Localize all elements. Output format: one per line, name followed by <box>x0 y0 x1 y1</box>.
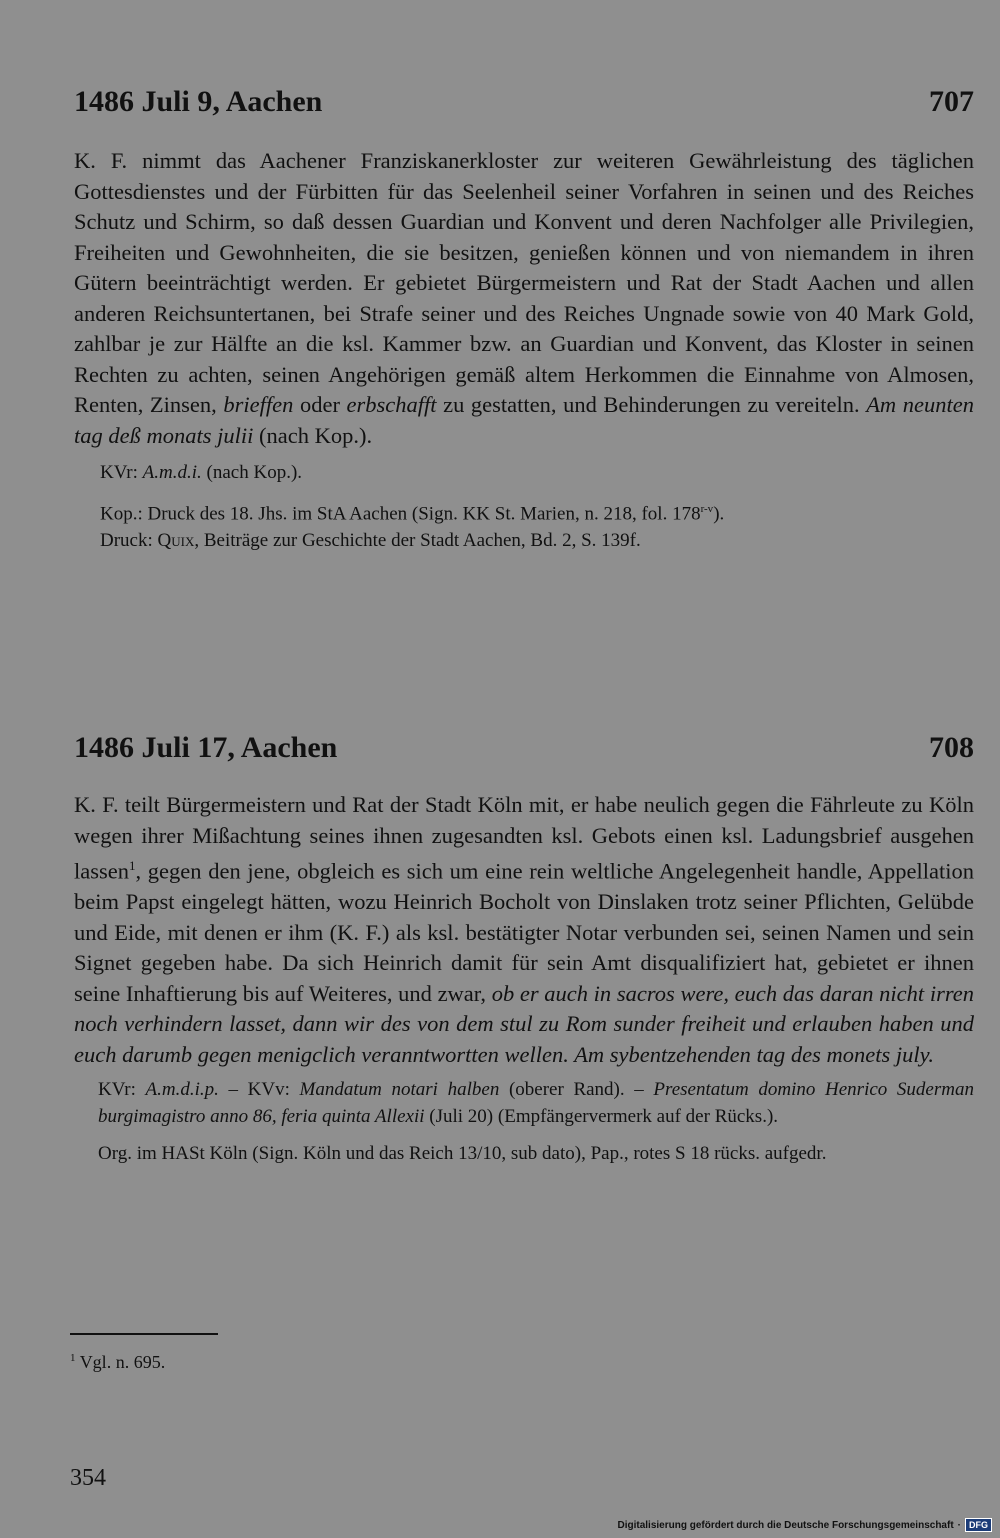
regest-run: ob er auch in sacros were, euch das daran nicht irren noch verhindern lasset, dann wir des von dem stul zu Rom sunder freiheit und erlauben haben und euch darumb gegen menigclich veranntwortten wellen. Am sybentzehenden tag des monets july. <box>74 980 974 1067</box>
kvr-run: A.m.d.i. <box>142 462 202 483</box>
kvr-note <box>74 459 974 486</box>
kvr-run: A.m.d.i.p. <box>145 1079 219 1100</box>
sources-note <box>74 496 974 554</box>
kvr-run: – KVv: <box>218 1079 300 1100</box>
entry-number: 707 <box>929 85 974 118</box>
kvr-run: Presentatum domino Henrico Suderman burgimagistro anno 86, feria quinta Allexii <box>98 1079 974 1127</box>
dfg-logo-icon: DFG <box>965 1518 992 1532</box>
regest-text <box>74 146 974 451</box>
kvr-run: (nach Kop.). <box>201 462 303 483</box>
kvr-run: KVr: <box>98 1079 146 1100</box>
page-number: 354 <box>70 1465 106 1491</box>
regest-run: K. F. nimmt das Aachener Franziskanerkloster zur weiteren Gewährleistung des täglichen Gottesdienstes und der Fürbitten für das Seelenheil seiner Vorfahren in seinen und des Reiches Schutz und Schirm, so daß dessen Guardian und Konvent und deren Nachfolger alle Privilegien, Freiheiten und Gewohnheiten, die sie besitzen, genießen können und von niemandem in ihren Gütern beeinträchtigt werden. Er gebietet Bürgermeistern und Rat der Stadt Aachen und allen anderen Reichsuntertanen, bei Strafe seiner und des Reiches Ungnade sowie von 40 Mark Gold, zahlbar je zur Hälfte an die ksl. Kammer bzw. an Guardian und Konvent, das Kloster in seinen Rechten zu achten, seinen Angehörigen gemäß altem Herkommen die Einnahme von Almosen, Renten, Zinsen, <box>74 148 974 417</box>
org-note: Org. im HASt Köln (Sign. Köln und das Reich 13/10, sub dato), Pap., rotes S 18 rücks. aufgedr. <box>98 1143 827 1164</box>
footnote-mark: 1 <box>70 1352 76 1364</box>
kvr-run: (Juli 20) (Empfängervermerk auf der Rücks.). <box>424 1106 779 1127</box>
regest-run: Am neunten tag deß monats julii <box>74 392 974 448</box>
kvr-run: Mandatum notari halben <box>299 1079 500 1100</box>
footnote-divider <box>70 1333 218 1335</box>
entry-date-place: 1486 Juli 9, Aachen <box>74 85 323 118</box>
credit-text: Digitalisierung gefördert durch die Deutsche Forschungsgemeinschaft <box>617 1519 954 1531</box>
regest-run: (nach Kop.). <box>253 422 373 448</box>
entry-heading <box>74 728 974 768</box>
regest-run: brieffen <box>223 392 294 417</box>
kop-line: Kop.: Druck des 18. Jhs. im StA Aachen (Sign. KK St. Marien, n. 218, fol. 178$^{r-v}$). <box>100 503 725 525</box>
digitization-credit: Digitalisierung gefördert durch die Deutsche Forschungsgemeinschaft · DFG <box>617 1518 992 1532</box>
entry-707 <box>74 82 974 554</box>
regest-run: K. F. teilt Bürgermeistern und Rat der Stadt Köln mit, er habe neulich gegen die Fährleute zu Köln wegen ihrer Mißachtung seines ihnen zugesandten ksl. Gebots einen ksl. Ladungsbrief ausgehen lassen <box>74 792 974 884</box>
entry-number: 708 <box>929 731 974 764</box>
regest-run: zu gestatten, und Behinderungen zu vereiteln. <box>436 392 867 417</box>
regest-run: oder <box>293 392 347 417</box>
kvr-run: (oberer Rand). – <box>499 1079 654 1100</box>
druck-line: Druck: Quix, Beiträge zur Geschichte der Stadt Aachen, Bd. 2, S. 139f. <box>100 530 641 552</box>
entry-date-place: 1486 Juli 17, Aachen <box>74 731 338 764</box>
entry-708 <box>74 728 974 1167</box>
kvr-run: KVr: <box>100 462 143 483</box>
entry-heading <box>74 82 974 122</box>
kvr-note <box>74 1076 974 1130</box>
regest-run: 1 <box>129 858 136 873</box>
regest-run: erbschafft <box>346 392 437 417</box>
regest-run: , gegen den jene, obgleich es sich um eine rein weltliche Angelegenheit handle, Appellation beim Papst eingelegt hätten, wozu Heinrich Bocholt von Dinslaken trotz seiner Pflichten, Gelübde und Eide, mit denen er ihm (K. F.) als ksl. bestätigter Notar verbunden sei, seinen Namen und sein Signet gegeben habe. Da sich Heinrich damit für sein Amt disqualifiziert hat, gebietet er ihnen seine Inhaftierung bis auf Weiteres, und zwar, <box>74 858 974 1006</box>
footnote-text: Vgl. n. 695. <box>79 1352 166 1372</box>
regest-text <box>74 790 974 1070</box>
footnote <box>70 1346 165 1374</box>
